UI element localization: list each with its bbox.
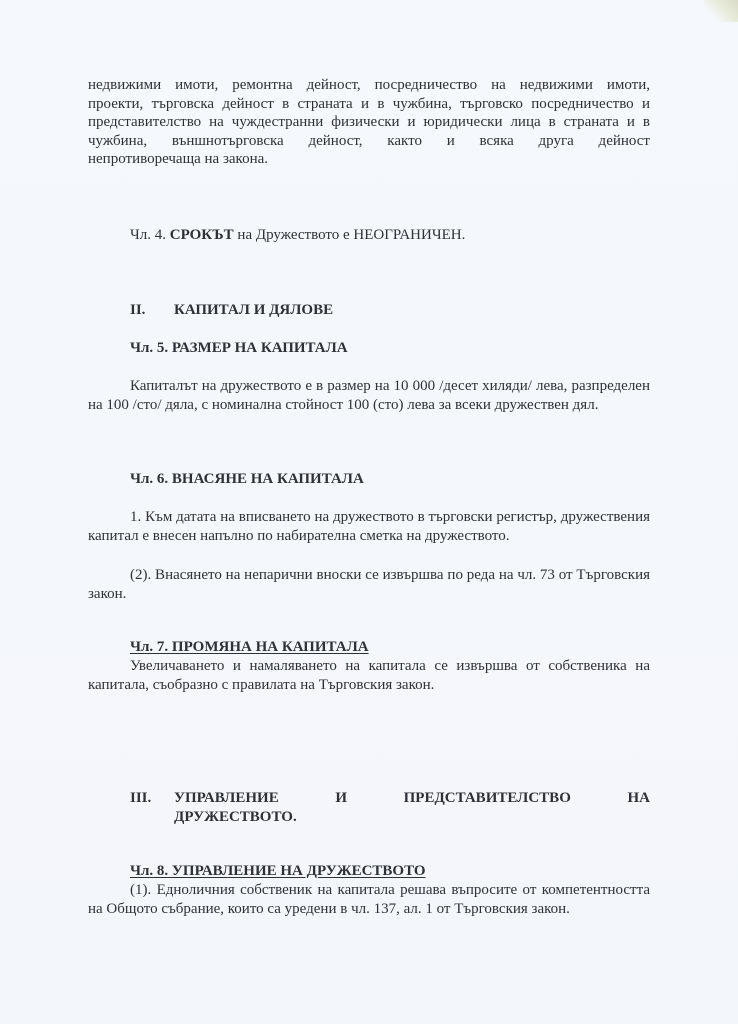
article-4-text: на Дружеството е НЕОГРАНИЧЕН. [237, 227, 466, 243]
article-8-text: (1). Едноличния собственик на капитала решава въпросите от компетентността на Общото събрание, които са уредени в чл. 137, ал. 1 от Търговския закон. [88, 882, 650, 917]
intro-line-3: представителство на чуждестранни физически и юридически лица в страната и в [88, 114, 650, 130]
article-6-paragraph-2: (2). Внасянето на непарични вноски се извършва по реда на чл. 73 от Търговския закон. [88, 567, 650, 602]
section-3-number: III. [130, 790, 152, 806]
section-3-title-line-1 [174, 789, 650, 808]
intro-line-5: непротиворечаща на закона. [88, 151, 268, 167]
section-2-title: КАПИТАЛ И ДЯЛОВЕ [174, 302, 334, 318]
article-8-title: Чл. 8. УПРАВЛЕНИЕ НА ДРУЖЕСТВОТО [130, 863, 426, 879]
article-4-keyword: СРОКЪТ [169, 227, 234, 243]
article-7-title: Чл. 7. ПРОМЯНА НА КАПИТАЛА [130, 639, 369, 655]
article-5-text: Капиталът на дружеството е в размер на 10 000 /десет хиляди/ лева, разпределен на 100 /сто/ дяла, с номинална стойност 100 (сто) лева за всеки дружествен дял. [88, 378, 650, 413]
page-corner-mark [704, 0, 738, 22]
section-3-title [174, 789, 650, 826]
article-7-text: Увеличаването и намаляването на капитала се извършва от собственика на капитала, съобразно с правилата на Търговския закон. [88, 658, 650, 693]
intro-line-4: чужбина, външнотърговска дейност, както и всяка друга дейност [88, 132, 650, 149]
section-3-word-2: И [335, 790, 347, 806]
intro-line-2: проекти, търговска дейност в страната и в чужбина, търговско посредничество и [88, 95, 650, 112]
article-6-title: Чл. 6. ВНАСЯНЕ НА КАПИТАЛА [130, 471, 364, 487]
intro-line-1: недвижими имоти, ремонтна дейност, посредничество на недвижими имоти, [88, 77, 650, 93]
article-4-prefix: Чл. 4. [130, 227, 166, 243]
article-5-title: Чл. 5. РАЗМЕР НА КАПИТАЛА [130, 340, 348, 356]
section-3-word-4: НА [627, 790, 650, 806]
section-3-word-3: ПРЕДСТАВИТЕЛСТВО [403, 790, 571, 806]
intro-paragraph [88, 76, 650, 169]
section-3-word-1: УПРАВЛЕНИЕ [174, 790, 279, 806]
section-3-title-line-2: ДРУЖЕСТВОТО. [174, 808, 297, 825]
section-2-number: II. [130, 302, 146, 318]
article-4 [130, 226, 692, 245]
article-6-paragraph-1: 1. Към датата на вписването на дружеството в търговски регистър, дружествения капитал е внесен напълно по набирателна сметка на дружеството. [88, 509, 650, 544]
